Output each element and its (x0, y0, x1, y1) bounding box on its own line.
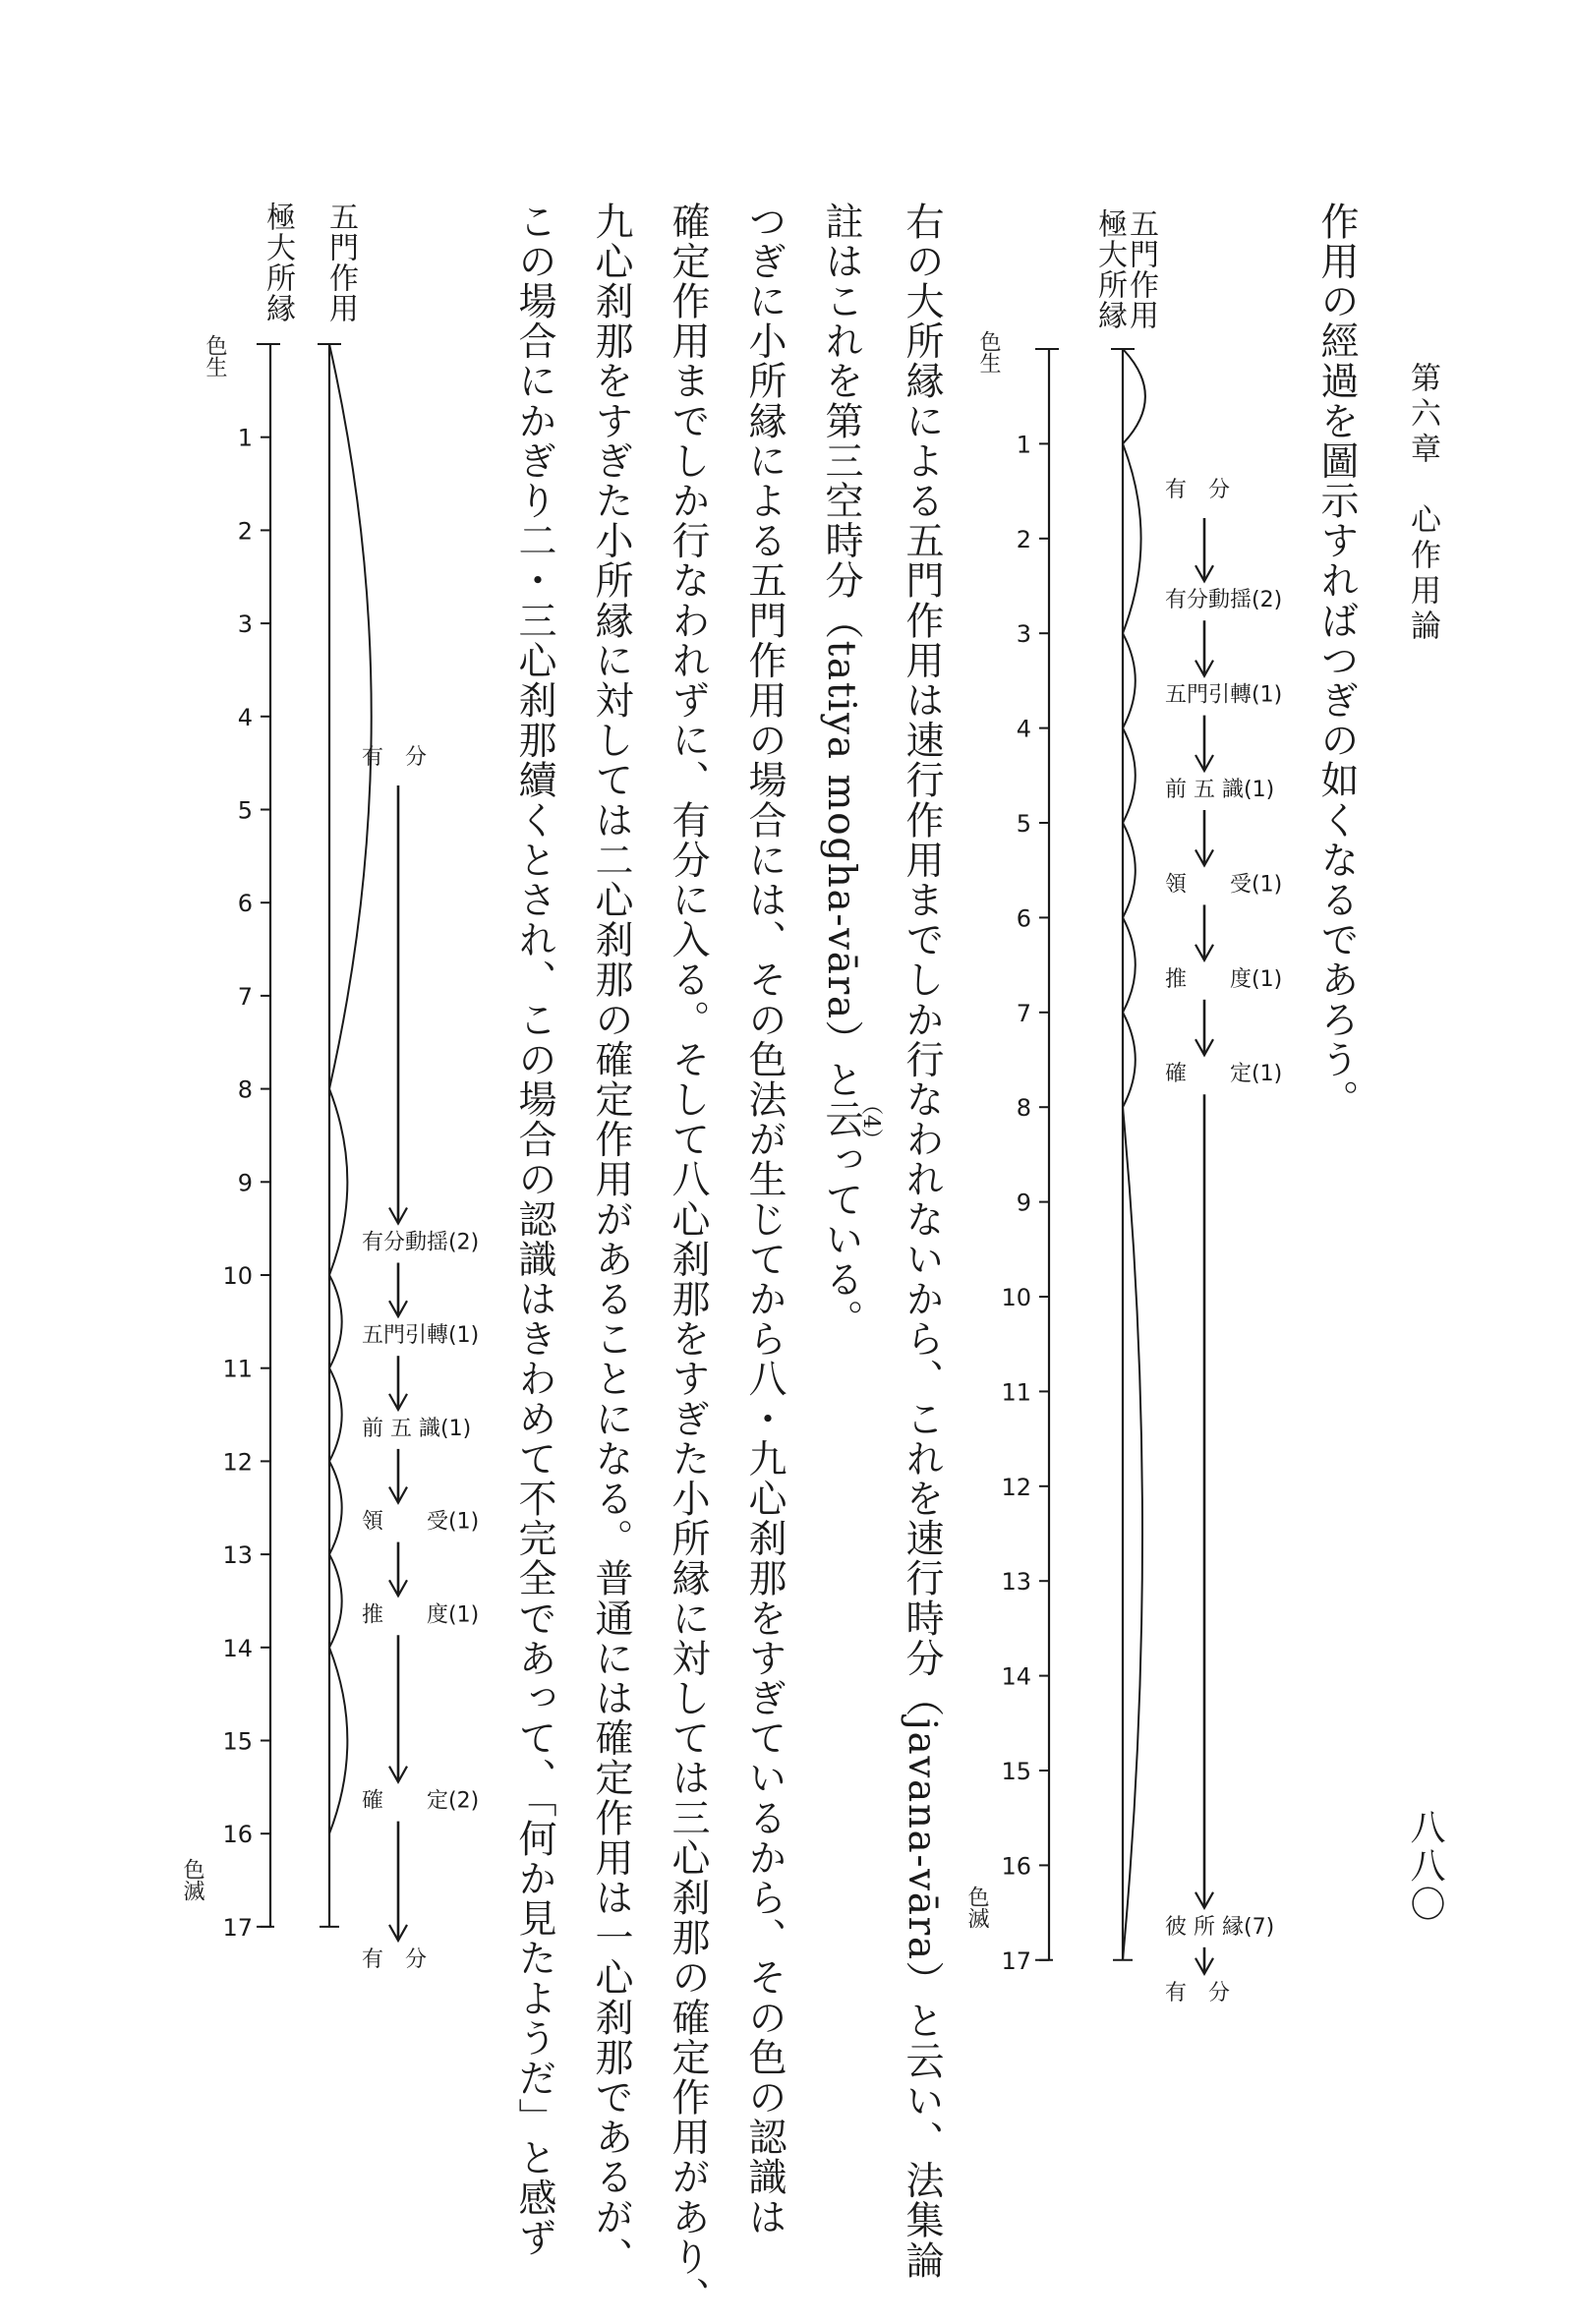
diagram2-stage-label: 五門引轉(1) (362, 1323, 480, 1349)
diagram2-column-header-five-door-process: 五門作用 (323, 202, 358, 323)
diagram1-tick-label: 12 (1001, 1473, 1031, 1501)
diagram2-tick-label: 1 (237, 424, 253, 452)
paragraph-line-3: つぎに小所縁による五門作用の場合には、その色法が生じてから八・九心刹那をすぎているから、その色の認識は (742, 202, 787, 2237)
diagram1-tick-label: 3 (1016, 620, 1031, 649)
diagram2-tick-label: 8 (237, 1075, 253, 1104)
diagram1-end-label: 有 分 (1165, 1980, 1231, 2005)
diagram1-stage-label: 彼 所 縁(7) (1165, 1914, 1275, 1940)
diagram1-stage-arc (1123, 728, 1136, 823)
diagram2-tick-label: 9 (237, 1169, 253, 1197)
diagram1-tick-label: 13 (1001, 1568, 1031, 1597)
diagram1-tick-label: 2 (1016, 525, 1031, 553)
diagram2-ceasing-label: 色滅 (180, 1858, 204, 1901)
diagram1-start-label: 有 分 (1165, 478, 1231, 502)
diagram2-tick-label: 16 (222, 1821, 253, 1849)
diagram1-stage-label: 推 度(1) (1165, 966, 1283, 992)
diagram2-stage-label: 前 五 識(1) (362, 1416, 472, 1441)
diagram2-stage-label: 推 度(1) (362, 1602, 480, 1628)
diagram2-end-label: 有 分 (362, 1946, 428, 1972)
diagram2-bhavanga-arc (329, 344, 372, 1089)
diagram2-tick-label: 14 (222, 1634, 253, 1662)
diagram1-stage-label: 五門引轉(1) (1165, 682, 1283, 708)
paragraph-line-2: 註はこれを第三空時分（tatiya mogha-vāra）と云っている。 (819, 202, 863, 1340)
diagram2-stage-arc (329, 1368, 342, 1462)
diagram2-tick-label: 11 (222, 1355, 253, 1383)
diagram1-bhavanga-arc (1123, 349, 1145, 443)
diagram1-tick-label: 17 (1001, 1946, 1031, 1975)
footnote-marker: （4） (858, 1093, 883, 1150)
diagram2-column-header-major-object: 極大所縁 (261, 202, 295, 323)
diagram1-tick-label: 4 (1016, 715, 1031, 743)
diagram2-tick-label: 6 (237, 890, 253, 918)
diagram1-tick-label: 7 (1016, 999, 1031, 1027)
diagram1-stage-label: 前 五 識(1) (1165, 778, 1275, 803)
diagram1-stage-arc (1123, 443, 1141, 633)
diagram2-tick-label: 13 (222, 1541, 253, 1570)
diagram1-tick-label: 9 (1016, 1189, 1031, 1217)
diagram1-tick-label: 5 (1016, 810, 1031, 838)
diagram1-stage-arc (1123, 917, 1136, 1012)
diagram1-stage-label: 有分動揺(2) (1165, 588, 1283, 613)
paragraph-line-1: 右の大所縁による五門作用は速行作用までしか行なわれないから、これを速行時分（javana-vāra）と云い、法集論 (900, 202, 944, 2281)
diagram2-tick-label: 5 (237, 796, 253, 825)
diagram1-stage-arc (1123, 633, 1136, 727)
diagram1-stage-label: 領 受(1) (1165, 872, 1283, 898)
intro-line: 作用の經過を圖示すればつぎの如くなるであろう。 (1314, 202, 1359, 1120)
diagram2-tick-label: 2 (237, 517, 253, 546)
diagram2-tick-label: 17 (222, 1913, 253, 1942)
diagram1-stage-arc (1123, 1107, 1142, 1960)
diagram2-stage-arc (329, 1461, 342, 1554)
diagram1-tick-label: 15 (1001, 1758, 1031, 1785)
diagram1-tick-label: 6 (1016, 904, 1031, 933)
diagram1-column-header-major-object: 極大所縁 (1092, 208, 1127, 330)
diagram1-ceasing-label: 色滅 (964, 1886, 989, 1929)
diagram1-stage-label: 確 定(1) (1165, 1062, 1283, 1087)
diagram2-tick-label: 7 (237, 982, 253, 1011)
diagram2-stage-label: 有分動揺(2) (362, 1230, 480, 1255)
diagram2-stage-arc (329, 1648, 347, 1833)
diagram2-tick-label: 12 (222, 1448, 253, 1477)
diagram2-tick-label: 3 (237, 610, 253, 639)
diagram2-stage-arc (329, 1089, 347, 1275)
paragraph-line-6: この場合にかぎり二・三心刹那續くとされ、この場合の認識はきわめて不完全であって、「何か見たようだ」と感ず (512, 202, 556, 2258)
page-number: 八八〇 (1405, 1809, 1445, 1924)
diagram2-stage-label: 領 受(1) (362, 1509, 480, 1535)
diagram1-tick-label: 10 (1001, 1284, 1031, 1311)
diagram1-arising-label: 色生 (976, 330, 1001, 374)
diagram2-tick-label: 15 (222, 1727, 253, 1756)
diagram1-stage-arc (1123, 823, 1136, 917)
diagram1-tick-label: 8 (1016, 1094, 1031, 1123)
diagram2-tick-label: 10 (222, 1262, 253, 1290)
diagram1-tick-label: 16 (1001, 1852, 1031, 1881)
diagram2-tick-label: 4 (237, 703, 253, 731)
diagram1-stage-arc (1123, 1013, 1136, 1107)
diagram1-tick-label: 1 (1016, 431, 1031, 459)
diagram2-stage-label: 確 定(2) (362, 1788, 480, 1814)
diagram1-tick-label: 14 (1001, 1662, 1031, 1691)
diagram2-start-label: 有 分 (362, 745, 428, 770)
diagram2-arising-label: 色生 (203, 334, 227, 378)
diagram1-tick-label: 11 (1001, 1378, 1031, 1407)
paragraph-line-5: 九心刹那をすぎた小所縁に対しては二心刹那の確定作用があることになる。普通には確定作用は一心刹那であるが、 (589, 202, 633, 2278)
diagram2-stage-arc (329, 1554, 342, 1648)
diagram1-column-header-five-door-process: 五門作用 (1124, 208, 1158, 330)
chapter-header: 第六章 心作用論 (1405, 362, 1440, 645)
diagram2-stage-arc (329, 1275, 342, 1368)
paragraph-line-4: 確定作用までしか行なわれずに、有分に入る。そして八心刹那をすぎた小所縁に対しては三心刹那の確定作用があり、 (666, 202, 710, 2317)
